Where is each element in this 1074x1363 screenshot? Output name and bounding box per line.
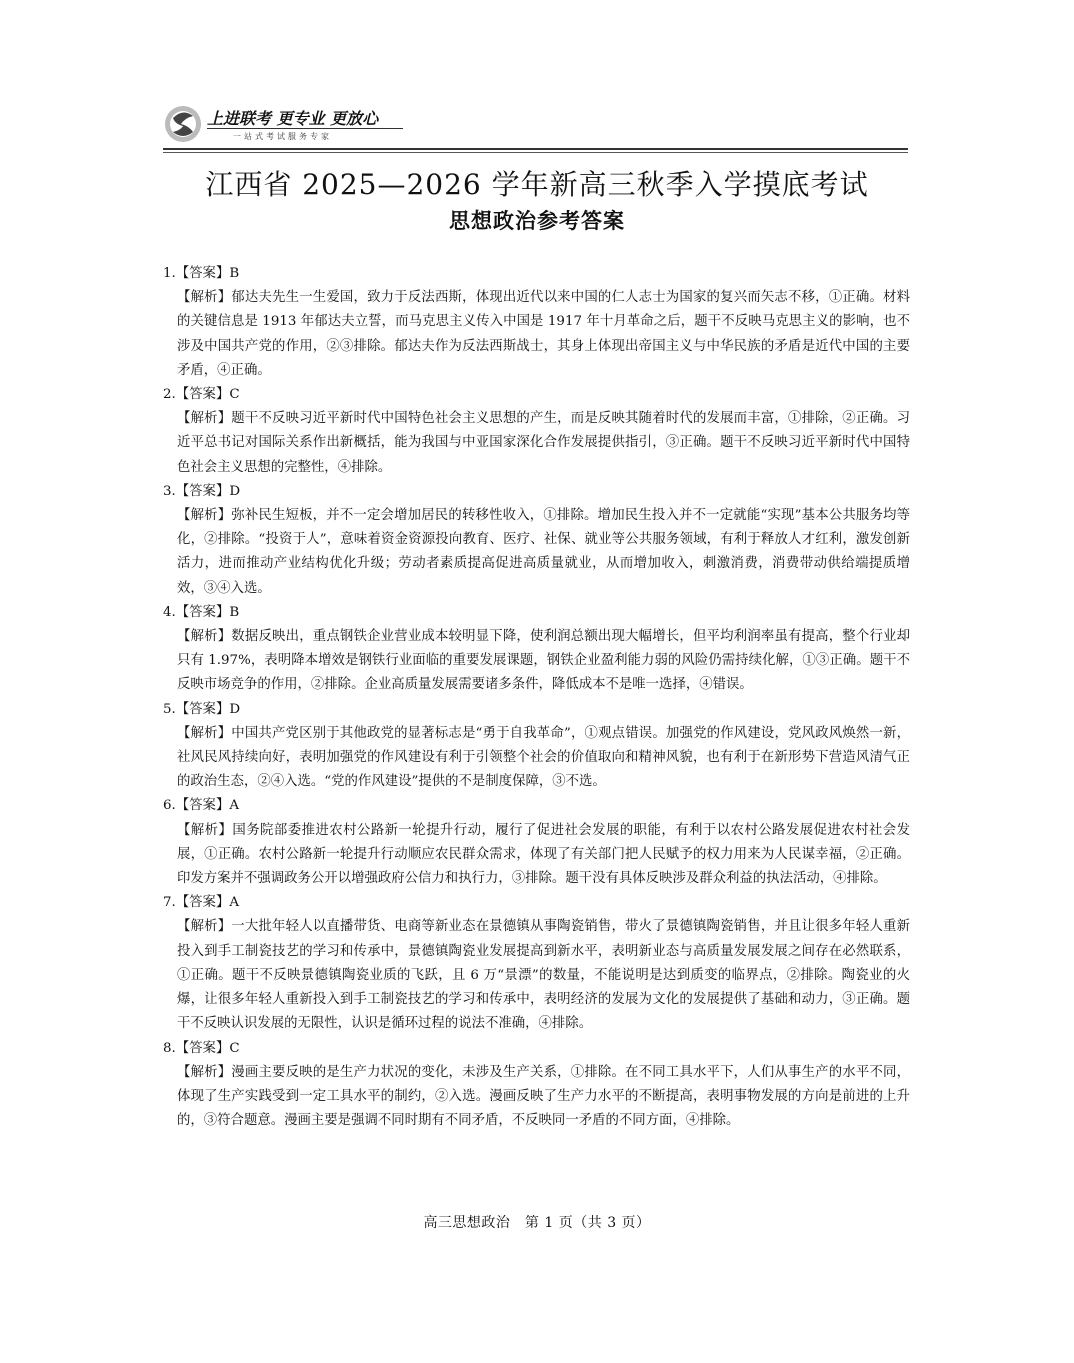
analysis-text: 【解析】弥补民生短板，并不一定会增加居民的转移性收入，①排除。增加民生投入并不一定就能“实现”基本公共服务均等化，②排除。“投资于人”，意味着资金资源投向教育、医疗、社保、就业等公共服务领域，有利于释放人才红利，激发创新活力，进而推动产业结构优化升级；劳动者素质提高促进高质量就业，从而增加收入，刺激消费，消费带动供给端提质增效，③④入选。 xyxy=(177,508,910,596)
header-rule xyxy=(163,148,908,150)
page-footer: 高三思想政治 第 1 页（共 3 页） xyxy=(423,1215,651,1231)
answer-label: 4.【答案】B xyxy=(163,604,240,620)
question-item xyxy=(163,794,910,891)
logo-divider xyxy=(207,128,403,129)
answer-label: 7.【答案】A xyxy=(163,895,240,911)
answer-list xyxy=(163,262,910,1133)
question-item xyxy=(163,480,910,601)
logo-icon xyxy=(163,104,203,144)
answer-label: 5.【答案】D xyxy=(163,701,241,717)
analysis-text: 【解析】一大批年轻人以直播带货、电商等新业态在景德镇从事陶瓷销售，带火了景德镇陶瓷销售，并且让很多年轻人重新投入到手工制瓷技艺的学习和传承中，景德镇陶瓷业发展提高到新水平，表明新业态与高质量发展发展之间存在必然联系，①正确。题干不反映景德镇陶瓷业质的飞跃，且 6 万“景漂”的数量，不能说明是达到质变的临界点，②排除。陶瓷业的火爆，让很多年轻人重新投入到手工制瓷技艺的学习和传承中，表明经济的发展为文化的发展提供了基础和动力，③正确。题干不反映认识发展的无限性，认识是循环过程的说法不准确，④排除。 xyxy=(177,919,910,1032)
analysis-text: 【解析】中国共产党区别于其他政党的显著标志是“勇于自我革命”，①观点错误。加强党的作风建设，党风政风焕然一新，社风民风持续向好，表明加强党的作风建设有利于引领整个社会的价值取向和精神风貌，也有利于在新形势下营造风清气正的政治生态，②④入选。“党的作风建设”提供的不是制度保障，③不选。 xyxy=(177,725,910,790)
logo-tagline: 一站式考试服务专家 xyxy=(233,132,332,141)
answer-label: 2.【答案】C xyxy=(163,387,240,403)
analysis-text: 【解析】漫画主要反映的是生产力状况的变化，未涉及生产关系，①排除。在不同工具水平下，人们从事生产的水平不同，体现了生产实践受到一定工具水平的制约，②入选。漫画反映了生产力水平的不断提高，表明事物发展的方向是前进的上升的，③符合题意。漫画主要是强调不同时期有不同矛盾，不反映同一矛盾的不同方面，④排除。 xyxy=(177,1064,910,1129)
question-item xyxy=(163,383,910,480)
analysis-text: 【解析】数据反映出，重点钢铁企业营业成本较明显下降，使利润总额出现大幅增长，但平均利润率虽有提高，整个行业却只有 1.97%，表明降本增效是钢铁行业面临的重要发展课题，钢铁企业盈利能力弱的风险仍需持续化解，①③正确。题干不反映市场竞争的作用，②排除。企业高质量发展需要诸多条件，降低成本不是唯一选择，④错误。 xyxy=(177,629,910,693)
question-item xyxy=(163,891,910,1036)
logo-text: 上进联考 更专业 更放心 xyxy=(207,109,379,128)
question-item xyxy=(163,1037,910,1134)
page-subtitle: 思想政治参考答案 xyxy=(449,209,625,233)
analysis-text: 【解析】国务院部委推进农村公路新一轮提升行动，履行了促进社会发展的职能，有利于以农村公路发展促进农村社会发展，①正确。农村公路新一轮提升行动顺应农民群众需求，体现了有关部门把人民赋予的权力用来为人民谋幸福，②正确。印发方案并不强调政务公开以增强政府公信力和执行力，③排除。题干没有具体反映涉及群众利益的执法活动，④排除。 xyxy=(177,822,910,887)
page-title: 江西省 2025—2026 学年新高三秋季入学摸底考试 xyxy=(205,168,869,201)
question-item xyxy=(163,262,910,383)
answer-label: 1.【答案】B xyxy=(163,266,240,281)
answer-label: 3.【答案】D xyxy=(163,483,241,499)
analysis-text: 【解析】郁达夫先生一生爱国，致力于反法西斯，体现出近代以来中国的仁人志士为国家的复兴而矢志不移，①正确。材料的关键信息是 1913 年郁达夫立誓，而马克思主义传入中国是 1917 年十月革命之后，题干不反映马克思主义的影响，也不涉及中国共产党的作用，②③排除。郁达夫作为反法西斯战士，其身上体现出帝国主义与中华民族的矛盾是近代中国的主要矛盾，④正确。 xyxy=(177,290,910,378)
question-item xyxy=(163,601,910,698)
header xyxy=(163,100,908,152)
header-rule-thin xyxy=(163,152,908,153)
answer-label: 8.【答案】C xyxy=(163,1040,240,1056)
question-item xyxy=(163,698,910,795)
answer-label: 6.【答案】A xyxy=(163,798,240,814)
analysis-text: 【解析】题干不反映习近平新时代中国特色社会主义思想的产生，而是反映其随着时代的发展而丰富，①排除，②正确。习近平总书记对国际关系作出新概括，能为我国与中亚国家深化合作发展提供指引，③正确。题干不反映习近平新时代中国特色社会主义思想的完整性，④排除。 xyxy=(177,411,910,475)
